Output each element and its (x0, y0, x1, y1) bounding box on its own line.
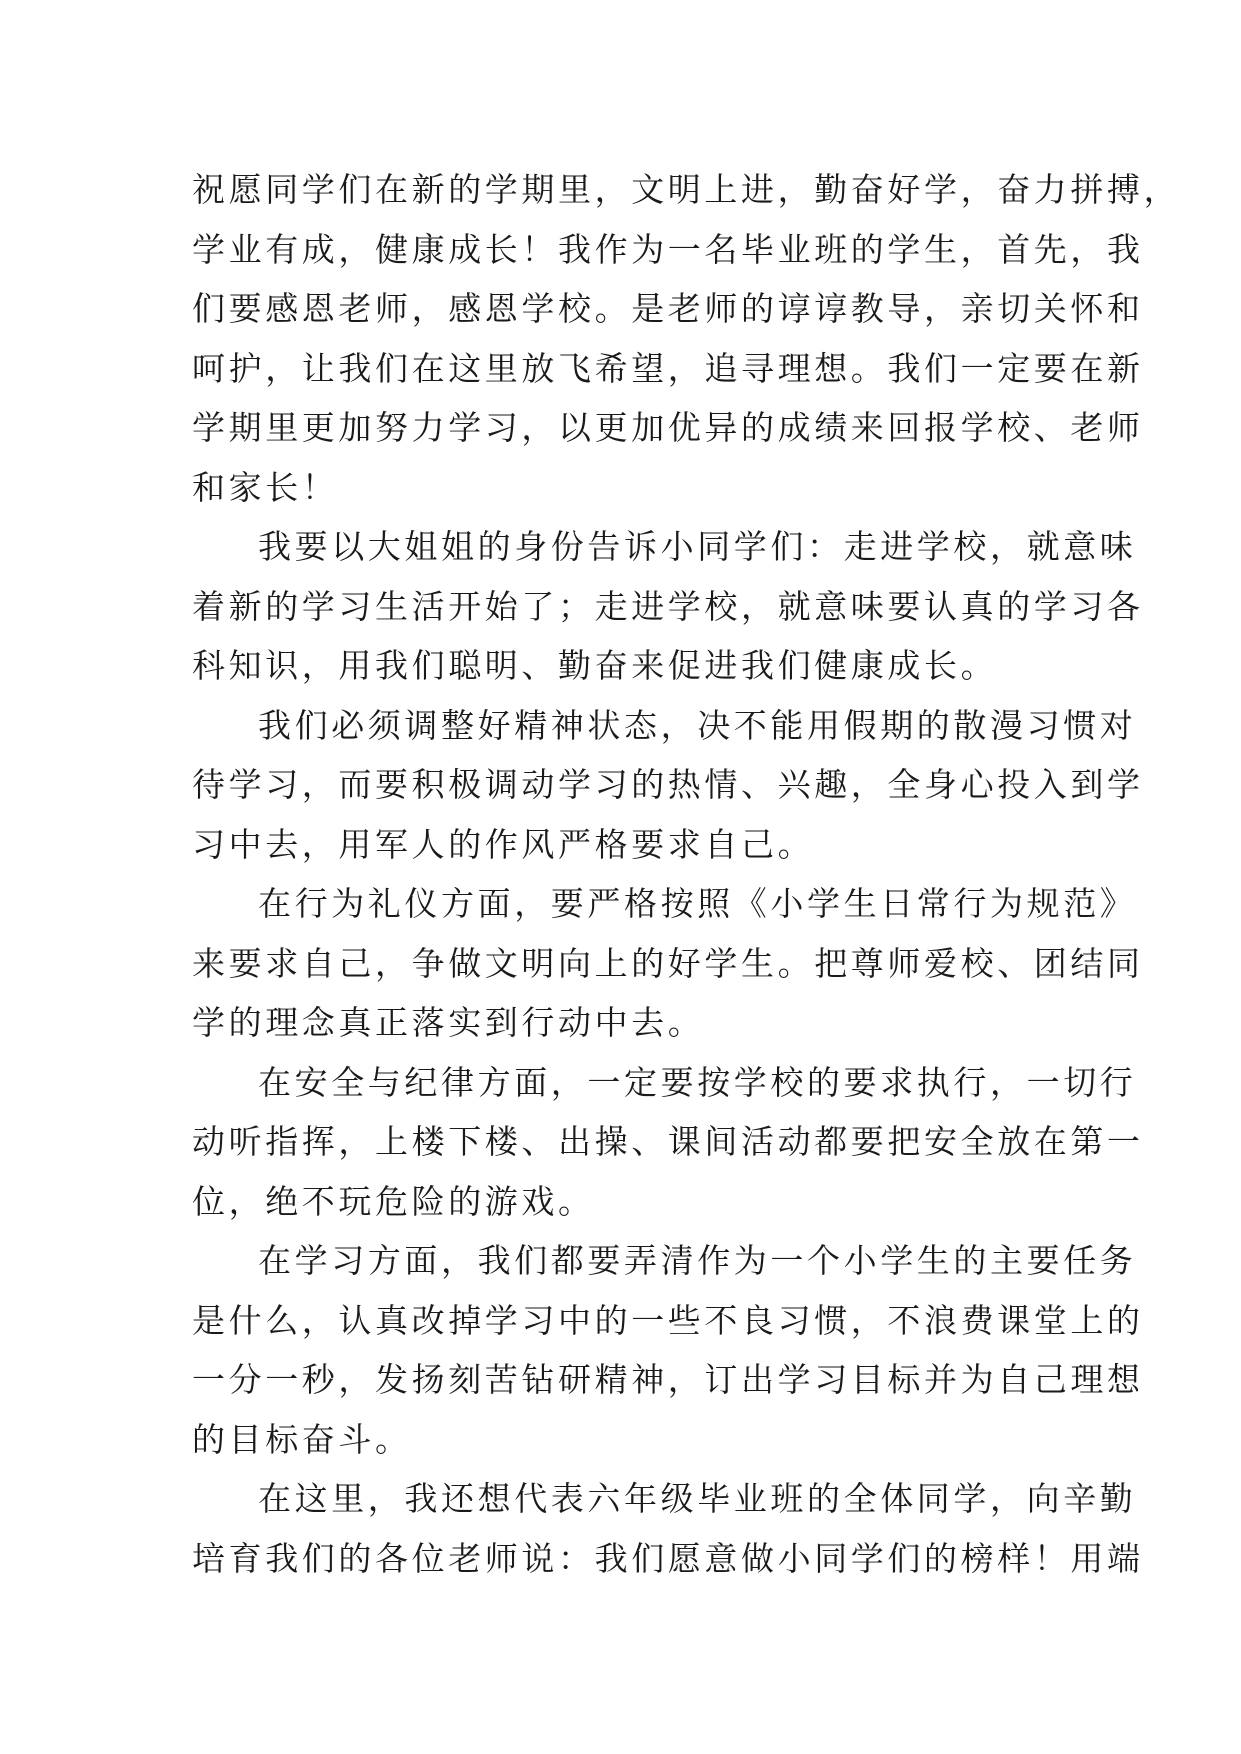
text-line: 动听指挥，上楼下楼、出操、课间活动都要把安全放在第一 (192, 1122, 1144, 1161)
text-line: 位，绝不玩危险的游戏。 (192, 1181, 595, 1221)
text-line: 科知识，用我们聪明、勤奋来促进我们健康成长。 (192, 646, 998, 685)
paragraph-first-line: 在学习方面，我们都要弄清作为一个小学生的主要任务 (258, 1241, 1137, 1280)
text-line: 学期里更加努力学习，以更加优异的成绩来回报学校、老师 (192, 408, 1144, 447)
text-line: 呵护，让我们在这里放飞希望，追寻理想。我们一定要在新 (192, 348, 1144, 388)
text-line: 待学习，而要积极调动学习的热情、兴趣，全身心投入到学 (192, 765, 1144, 804)
paragraph-first-line: 我们必须调整好精神状态，决不能用假期的散漫习惯对 (258, 705, 1137, 745)
text-line: 来要求自己，争做文明向上的好学生。把尊师爱校、团结同 (192, 943, 1144, 983)
text-line: 习中去，用军人的作风严格要求自己。 (192, 824, 815, 864)
text-line: 着新的学习生活开始了；走进学校，就意味要认真的学习各 (192, 586, 1144, 626)
paragraph-first-line: 我要以大姐姐的身份告诉小同学们：走进学校，就意味 (258, 527, 1137, 566)
text-line: 们要感恩老师，感恩学校。是老师的谆谆教导，亲切关怀和 (192, 289, 1144, 328)
text-line: 是什么，认真改掉学习中的一些不良习惯，不浪费课堂上的 (192, 1300, 1144, 1340)
text-line: 的目标奋斗。 (192, 1419, 412, 1459)
text-line: 祝愿同学们在新的学期里，文明上进，勤奋好学，奋力拼搏， (192, 170, 1181, 209)
paragraph-first-line: 在行为礼仪方面，要严格按照《小学生日常行为规范》 (258, 884, 1137, 923)
text-line: 培育我们的各位老师说：我们愿意做小同学们的榜样！用端 (192, 1538, 1144, 1578)
text-line: 学业有成，健康成长！我作为一名毕业班的学生，首先，我 (192, 229, 1144, 269)
text-line: 一分一秒，发扬刻苦钻研精神，订出学习目标并为自己理想 (192, 1360, 1144, 1399)
body-text (192, 160, 1181, 1588)
text-line: 和家长！ (192, 467, 339, 507)
paragraph-first-line: 在这里，我还想代表六年级毕业班的全体同学，向辛勤 (258, 1479, 1137, 1518)
paragraph-first-line: 在安全与纪律方面，一定要按学校的要求执行，一切行 (258, 1062, 1137, 1102)
text-line: 学的理念真正落实到行动中去。 (192, 1003, 705, 1042)
